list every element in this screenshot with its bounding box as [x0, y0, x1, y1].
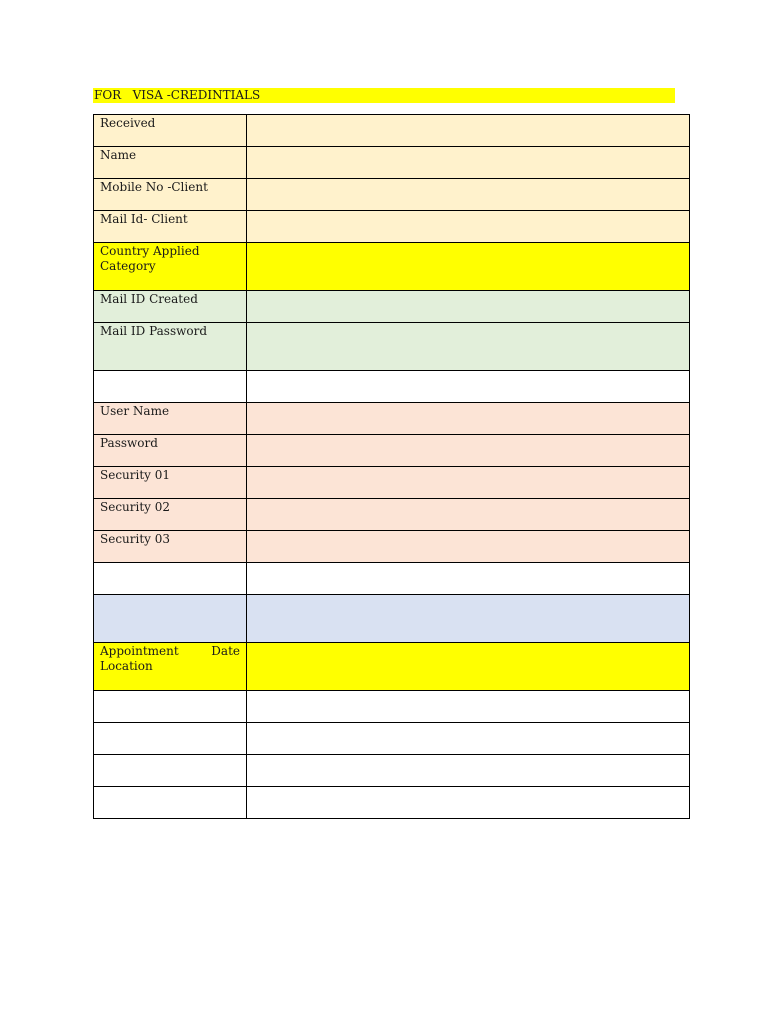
- table-row: [94, 435, 690, 467]
- table-row: [94, 179, 690, 211]
- appointment-value-cell[interactable]: [247, 643, 690, 691]
- empty-label-cell: [94, 371, 247, 403]
- mail-id-password-value-cell[interactable]: [247, 323, 690, 371]
- table-row: [94, 467, 690, 499]
- mail-id-created-value-cell[interactable]: [247, 291, 690, 323]
- security-02-label-cell: [94, 499, 247, 531]
- table-row: [94, 787, 690, 819]
- received-value-cell[interactable]: [247, 115, 690, 147]
- empty-value-cell[interactable]: [247, 691, 690, 723]
- mail-id-client-label-cell: [94, 211, 247, 243]
- table-row: [94, 323, 690, 371]
- name-value-cell[interactable]: [247, 147, 690, 179]
- empty-label-cell: [94, 755, 247, 787]
- user-name-value-cell[interactable]: [247, 403, 690, 435]
- table-row: [94, 595, 690, 643]
- table-row: [94, 691, 690, 723]
- empty-label-cell: [94, 691, 247, 723]
- security-01-label-cell: [94, 467, 247, 499]
- appointment-date-label: [100, 644, 240, 659]
- table-row: [94, 531, 690, 563]
- security-03-label-cell: [94, 531, 247, 563]
- table-row: [94, 755, 690, 787]
- user-name-label: User Name: [100, 404, 170, 418]
- form-heading: FOR VISA -CREDINTIALS: [93, 88, 675, 103]
- mobile-label: Mobile No -Client: [100, 180, 208, 194]
- table-row: [94, 211, 690, 243]
- mobile-value-cell[interactable]: [247, 179, 690, 211]
- table-row: [94, 243, 690, 291]
- empty-value-cell[interactable]: [247, 787, 690, 819]
- password-label-cell: [94, 435, 247, 467]
- empty-value-cell[interactable]: [247, 563, 690, 595]
- table-row: [94, 115, 690, 147]
- password-label: Password: [100, 436, 158, 450]
- user-name-label-cell: [94, 403, 247, 435]
- mail-id-password-label: Mail ID Password: [100, 324, 208, 338]
- table-row: [94, 563, 690, 595]
- empty-label-cell: [94, 563, 247, 595]
- empty-label-cell: [94, 787, 247, 819]
- category-label: Category: [100, 259, 156, 273]
- visa-credentials-table: [93, 114, 690, 819]
- mobile-label-cell: [94, 179, 247, 211]
- appointment-label-cell: [94, 643, 247, 691]
- security-03-label: Security 03: [100, 532, 171, 546]
- received-label: Received: [100, 116, 156, 130]
- security-03-value-cell[interactable]: [247, 531, 690, 563]
- table-row: [94, 147, 690, 179]
- empty-label-cell: [94, 595, 247, 643]
- table-row: [94, 643, 690, 691]
- name-label-cell: [94, 147, 247, 179]
- mail-id-created-label: Mail ID Created: [100, 292, 198, 306]
- country-category-label-cell: [94, 243, 247, 291]
- empty-value-cell[interactable]: [247, 595, 690, 643]
- empty-value-cell[interactable]: [247, 755, 690, 787]
- country-category-value-cell[interactable]: [247, 243, 690, 291]
- table-row: [94, 499, 690, 531]
- table-row: [94, 291, 690, 323]
- empty-label-cell: [94, 723, 247, 755]
- security-01-label: Security 01: [100, 468, 171, 482]
- received-label-cell: [94, 115, 247, 147]
- name-label: Name: [100, 148, 137, 162]
- table-row: [94, 403, 690, 435]
- mail-id-created-label-cell: [94, 291, 247, 323]
- security-02-value-cell[interactable]: [247, 499, 690, 531]
- empty-value-cell[interactable]: [247, 371, 690, 403]
- mail-id-client-value-cell[interactable]: [247, 211, 690, 243]
- security-02-label: Security 02: [100, 500, 171, 514]
- appointment-word: Appointment: [100, 644, 179, 658]
- mail-id-client-label: Mail Id- Client: [100, 212, 188, 226]
- security-01-value-cell[interactable]: [247, 467, 690, 499]
- table-row: [94, 371, 690, 403]
- table-row: [94, 723, 690, 755]
- location-label: Location: [100, 659, 153, 673]
- password-value-cell[interactable]: [247, 435, 690, 467]
- date-word: Date: [211, 644, 240, 658]
- mail-id-password-label-cell: [94, 323, 247, 371]
- empty-value-cell[interactable]: [247, 723, 690, 755]
- country-applied-label: Country Applied: [100, 244, 200, 258]
